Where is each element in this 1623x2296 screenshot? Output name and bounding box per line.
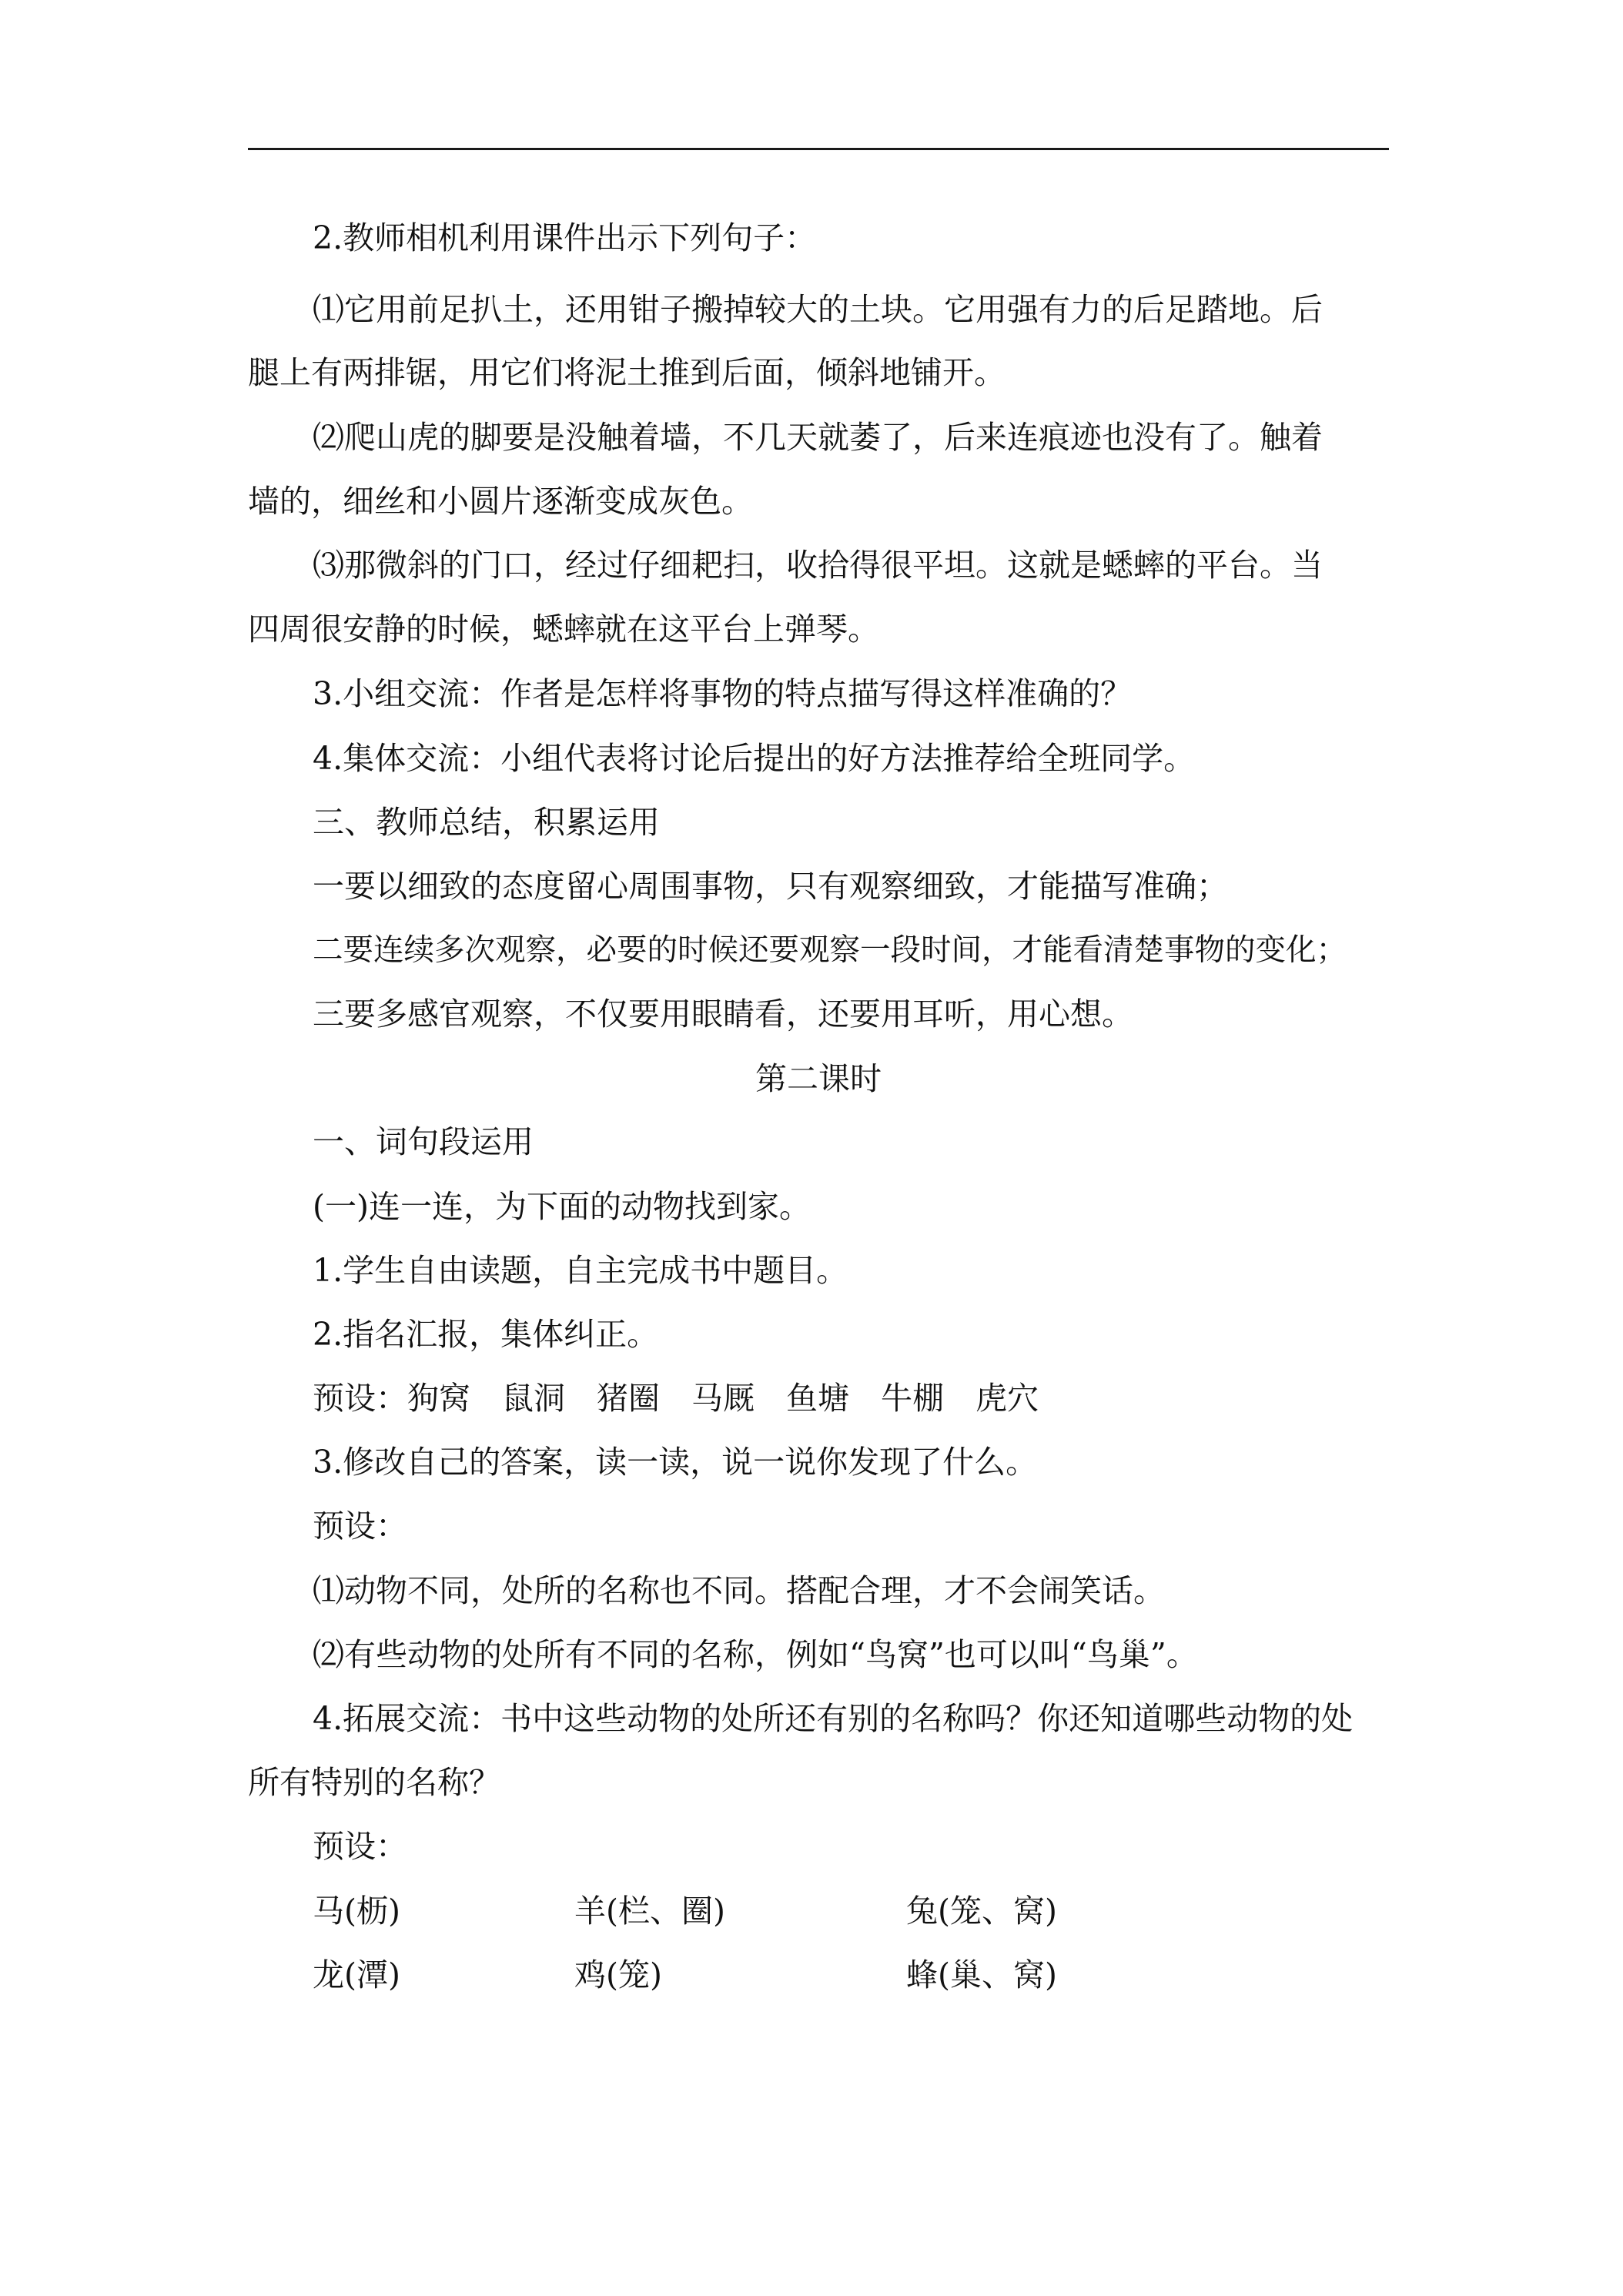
paragraph-line: 3.小组交流：作者是怎样将事物的特点描写得这样准确的？ [313, 675, 1133, 712]
paragraph-line: 2.教师相机利用课件出示下列句子： [313, 219, 817, 256]
paragraph-line: 四周很安静的时候，蟋蟀就在这平台上弹琴。 [248, 611, 879, 648]
paragraph-line: 墙的，细丝和小圆片逐渐变成灰色。 [248, 483, 753, 520]
answer-cell: 兔(笼、窝) [906, 1893, 1057, 1930]
paragraph-line: (一)连一连，为下面的动物找到家。 [313, 1188, 811, 1225]
answer-cell: 蜂(巢、窝) [906, 1956, 1057, 1993]
paragraph-line: 腿上有两排锯，用它们将泥土推到后面，倾斜地铺开。 [248, 354, 1006, 391]
paragraph-line: 二要连续多次观察，必要的时候还要观察一段时间，才能看清楚事物的变化； [313, 932, 1347, 968]
answer-row [0, 1956, 1623, 1994]
paragraph-line: 4.拓展交流：书中这些动物的处所还有别的名称吗？你还知道哪些动物的处 [313, 1700, 1354, 1737]
paragraph-line: ⑵爬山虎的脚要是没触着墙，不几天就萎了，后来连痕迹也没有了。触着 [313, 419, 1323, 456]
paragraph-line: 1.学生自由读题，自主完成书中题目。 [313, 1252, 848, 1289]
paragraph-line: 所有特别的名称？ [248, 1764, 500, 1801]
lesson-title: 第二课时 [755, 1060, 882, 1097]
paragraph-line: ⑴它用前足扒土，还用钳子搬掉较大的土块。它用强有力的后足踏地。后 [313, 291, 1323, 328]
paragraph-line: 预设： [313, 1508, 407, 1545]
answer-cell: 鸡(笼) [574, 1956, 662, 1993]
paragraph-line: 预设：狗窝 鼠洞 猪圈 马厩 鱼塘 牛棚 虎穴 [313, 1380, 1039, 1417]
paragraph-line: 4.集体交流：小组代表将讨论后提出的好方法推荐给全班同学。 [313, 740, 1196, 777]
paragraph-line: 2.指名汇报，集体纠正。 [313, 1316, 659, 1353]
answer-cell: 龙(潭) [313, 1956, 400, 1993]
paragraph-line: 一要以细致的态度留心周围事物，只有观察细致，才能描写准确； [313, 868, 1228, 905]
section-heading: 一、词句段运用 [313, 1123, 534, 1160]
paragraph-line: ⑶那微斜的门口，经过仔细耙扫，收拾得很平坦。这就是蟋蟀的平台。当 [313, 547, 1323, 584]
answer-cell: 羊(栏、圈) [574, 1893, 725, 1930]
paragraph-line: ⑵有些动物的处所有不同的名称，例如“鸟窝”也可以叫“鸟巢”。 [313, 1636, 1198, 1673]
paragraph-line: ⑴动物不同，处所的名称也不同。搭配合理，才不会闹笑话。 [313, 1572, 1165, 1609]
answer-row [0, 1892, 1623, 1930]
header-rule [248, 148, 1389, 150]
section-heading: 三、教师总结，积累运用 [313, 804, 660, 841]
paragraph-line: 三要多感官观察，不仅要用眼睛看，还要用耳听，用心想。 [313, 996, 1133, 1033]
paragraph-line: 预设： [313, 1828, 407, 1865]
paragraph-line: 3.修改自己的答案，读一读，说一说你发现了什么。 [313, 1444, 1038, 1481]
answer-cell: 马(枥) [313, 1893, 400, 1930]
